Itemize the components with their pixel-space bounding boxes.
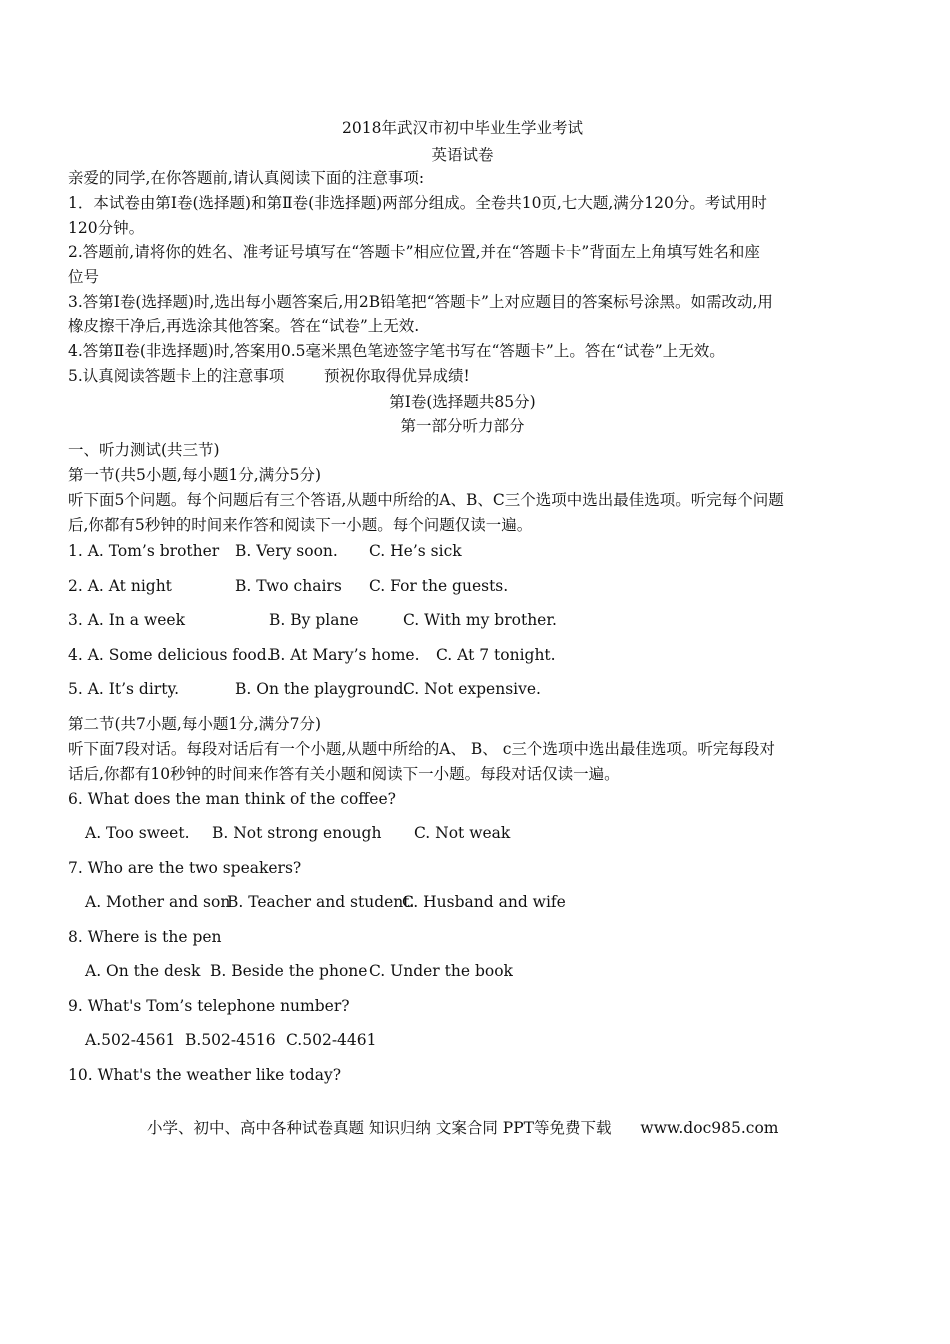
instruction-4: 4.答第Ⅱ卷(非选择题)时,答案用0.5毫米黑色笔迹签字笔书写在“答题卡”上。答在“试卷”上无效。 bbox=[68, 342, 725, 360]
page-footer bbox=[147, 1116, 788, 1138]
instruction-5: 5.认真阅读答题卡上的注意事项 bbox=[68, 367, 285, 385]
section-1-directions-line-2: 后,你都有5秒钟的时间来作答和阅读下一小题。每个问题仅读一遍。 bbox=[68, 516, 533, 534]
question-8-option-b: B. Beside the phone bbox=[210, 962, 368, 980]
question-5-option-b: B. On the playground. bbox=[235, 680, 409, 698]
instruction-1-line-1: 1．本试卷由第Ⅰ卷(选择题)和第Ⅱ卷(非选择题)两部分组成。全卷共10页,七大题,满分120分。考试用时 bbox=[68, 194, 767, 212]
question-1-option-a: 1. A. Tom’s brother bbox=[68, 542, 220, 560]
question-9-option-b: B.502-4516 bbox=[185, 1031, 276, 1049]
question-9-option-a: A.502-4561 bbox=[85, 1031, 176, 1049]
exam-title: 2018年武汉市初中毕业生学业考试 bbox=[342, 119, 583, 137]
instruction-2-line-1: 2.答题前,请将你的姓名、准考证号填写在“答题卡”相应位置,并在“答题卡卡”背面左上角填写姓名和座 bbox=[68, 243, 760, 261]
question-7-stem: 7. Who are the two speakers? bbox=[68, 859, 302, 877]
instruction-3-line-2: 橡皮擦干净后,再选涂其他答案。答在“试卷”上无效. bbox=[68, 317, 420, 335]
section-1-directions-line-1: 听下面5个问题。每个问题后有三个答语,从题中所给的A、B、C三个选项中选出最佳选项。听完每个问题 bbox=[68, 491, 784, 509]
instructions-intro: 亲爱的同学,在你答题前,请认真阅读下面的注意事项: bbox=[68, 169, 425, 187]
question-4-option-b: B. At Mary’s home. bbox=[269, 646, 420, 664]
question-7-option-a: A. Mother and son bbox=[85, 893, 231, 911]
question-2-option-b: B. Two chairs bbox=[235, 577, 342, 595]
question-6-option-a: A. Too sweet. bbox=[85, 824, 190, 842]
instruction-2-line-2: 位号 bbox=[68, 268, 100, 286]
question-5-option-c: C. Not expensive. bbox=[403, 680, 541, 698]
question-4-option-a: 4. A. Some delicious food. bbox=[68, 646, 272, 664]
question-7-option-c: C. Husband and wife bbox=[402, 893, 566, 911]
exam-subtitle: 英语试卷 bbox=[431, 146, 494, 164]
section-2-directions-line-2: 话后,你都有10秒钟的时间来作答有关小题和阅读下一小题。每段对话仅读一遍。 bbox=[68, 765, 620, 783]
question-9-option-c: C.502-4461 bbox=[286, 1031, 377, 1049]
good-luck-wish: 预祝你取得优异成绩! bbox=[324, 367, 470, 385]
question-3-option-a: 3. A. In a week bbox=[68, 611, 185, 629]
section-2-heading: 第二节(共7小题,每小题1分,满分7分) bbox=[68, 715, 322, 733]
question-1-option-b: B. Very soon. bbox=[235, 542, 338, 560]
question-10-stem: 10. What's the weather like today? bbox=[68, 1066, 342, 1084]
question-6-option-c: C. Not weak bbox=[414, 824, 511, 842]
instruction-3-line-1: 3.答第I卷(选择题)时,选出每小题答案后,用2B铅笔把“答题卡”上对应题目的答案标号涂黑。如需改动,用 bbox=[68, 293, 773, 311]
volume-title: 第I卷(选择题共85分) bbox=[389, 393, 536, 411]
section-title: 一、听力测试(共三节) bbox=[68, 441, 220, 459]
question-3-option-c: C. With my brother. bbox=[403, 611, 557, 629]
question-4-option-c: C. At 7 tonight. bbox=[436, 646, 556, 664]
question-8-option-c: C. Under the book bbox=[369, 962, 513, 980]
question-7-option-b: B. Teacher and student. bbox=[227, 893, 415, 911]
section-1-heading: 第一节(共5小题,每小题1分,满分5分) bbox=[68, 466, 322, 484]
question-6-stem: 6. What does the man think of the coffee? bbox=[68, 790, 396, 808]
question-9-stem: 9. What's Tom’s telephone number? bbox=[68, 997, 350, 1015]
question-8-stem: 8. Where is the pen bbox=[68, 928, 222, 946]
part-title: 第一部分听力部分 bbox=[400, 417, 525, 435]
footer-url-link[interactable]: www.doc985.com bbox=[640, 1119, 779, 1137]
question-3-option-b: B. By plane bbox=[269, 611, 359, 629]
question-2-option-c: C. For the guests. bbox=[369, 577, 509, 595]
footer-text: 小学、初中、高中各种试卷真题 知识归纳 文案合同 PPT等免费下载 bbox=[147, 1119, 612, 1137]
question-2-option-a: 2. A. At night bbox=[68, 577, 172, 595]
section-2-directions-line-1: 听下面7段对话。每段对话后有一个小题,从题中所给的A、 B、 c三个选项中选出最佳选项。听完每段对 bbox=[68, 740, 775, 758]
question-1-option-c: C. He’s sick bbox=[369, 542, 462, 560]
question-6-option-b: B. Not strong enough bbox=[212, 824, 382, 842]
question-5-option-a: 5. A. It’s dirty. bbox=[68, 680, 180, 698]
question-8-option-a: A. On the desk bbox=[85, 962, 201, 980]
instruction-1-line-2: 120分钟。 bbox=[68, 219, 145, 237]
